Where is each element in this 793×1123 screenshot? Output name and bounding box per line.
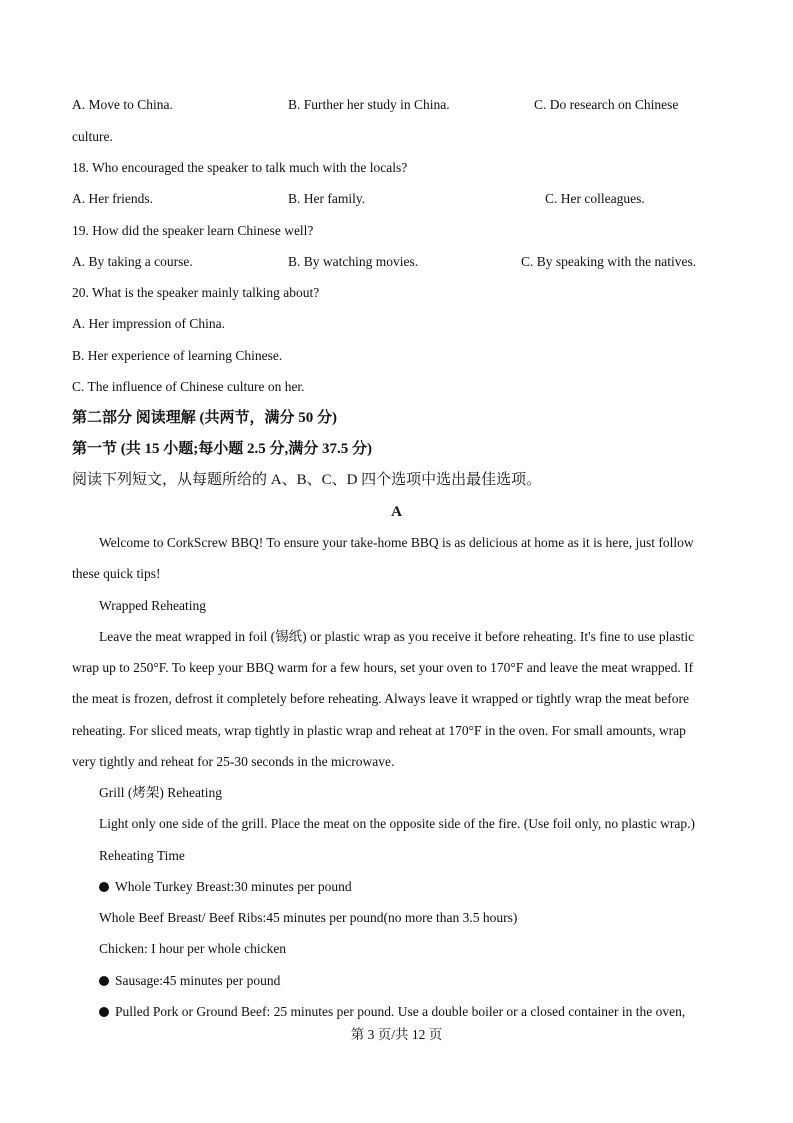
time-item-text: Chicken: I hour per whole chicken	[99, 941, 287, 956]
q18-option-a: A. Her friends.	[72, 191, 153, 206]
wrapped-line-2: wrap up to 250°F. To keep your BBQ warm for a few hours, set your oven to 170°F and leave the meat wrapped. If	[72, 660, 694, 675]
time-item	[99, 1003, 685, 1021]
q17-option-a: A. Move to China.	[72, 97, 173, 112]
time-item-text: Whole Turkey Breast:30 minutes per pound	[115, 879, 352, 894]
question-20: 20. What is the speaker mainly talking about?	[72, 285, 320, 300]
q18-option-b: B. Her family.	[288, 191, 366, 206]
time-item-text: Pulled Pork or Ground Beef: 25 minutes per pound. Use a double boiler or a closed container in the oven,	[115, 1004, 686, 1019]
q19-option-c: C. By speaking with the natives.	[521, 254, 697, 269]
passage-label: A	[391, 504, 402, 520]
wrapped-reheating-heading: Wrapped Reheating	[99, 598, 207, 613]
time-item-text: Sausage:45 minutes per pound	[115, 973, 281, 988]
wrapped-line-5: very tightly and reheat for 25-30 seconds in the microwave.	[72, 754, 395, 769]
section-one-title: 第一节 (共 15 小题;每小题 2.5 分,满分 37.5 分)	[72, 441, 372, 457]
time-item	[99, 972, 280, 990]
q19-option-b: B. By watching movies.	[288, 254, 419, 269]
wrapped-line-1: Leave the meat wrapped in foil (锡纸) or plastic wrap as you receive it before reheating. It's fine to use plastic	[99, 629, 695, 644]
wrapped-line-4: reheating. For sliced meats, wrap tightly in plastic wrap and reheat at 170°F in the oven. For small amounts, wrap	[72, 723, 686, 738]
bullet-icon	[99, 1007, 109, 1017]
q20-option-a: A. Her impression of China.	[72, 316, 225, 331]
q17-option-c-wrap: culture.	[72, 129, 113, 144]
wrapped-line-3: the meat is frozen, defrost it completely before reheating. Always leave it wrapped or tightly wrap the meat before	[72, 691, 690, 706]
question-19: 19. How did the speaker learn Chinese well?	[72, 223, 314, 238]
part-two-title: 第二部分 阅读理解 (共两节，满分 50 分)	[72, 410, 337, 426]
grill-line: Light only one side of the grill. Place the meat on the opposite side of the fire. (Use foil only, no plastic wrap.)	[99, 816, 695, 831]
reading-instruction: 阅读下列短文，从每题所给的 A、B、C、D 四个选项中选出最佳选项。	[72, 472, 542, 488]
time-item	[99, 940, 286, 958]
q18-option-c: C. Her colleagues.	[545, 191, 645, 206]
reheating-time-heading: Reheating Time	[99, 848, 185, 863]
time-item-text: Whole Beef Breast/ Beef Ribs:45 minutes per pound(no more than 3.5 hours)	[99, 910, 518, 925]
time-item	[99, 878, 352, 896]
q19-option-a: A. By taking a course.	[72, 254, 193, 269]
q17-option-b: B. Further her study in China.	[288, 97, 450, 112]
passage-intro-line-1: Welcome to CorkScrew BBQ! To ensure your take-home BBQ is as delicious at home as it is here, just follow	[99, 535, 694, 550]
passage-intro-line-2: these quick tips!	[72, 566, 161, 581]
page-number: 第 3 页/共 12 页	[350, 1027, 443, 1042]
bullet-icon	[99, 976, 109, 986]
time-item	[99, 909, 517, 927]
question-18: 18. Who encouraged the speaker to talk much with the locals?	[72, 160, 408, 175]
grill-reheating-heading: Grill (烤架) Reheating	[99, 785, 222, 800]
q20-option-b: B. Her experience of learning Chinese.	[72, 348, 283, 363]
q17-option-c: C. Do research on Chinese	[534, 97, 679, 112]
bullet-icon	[99, 882, 109, 892]
q20-option-c: C. The influence of Chinese culture on her.	[72, 379, 305, 394]
